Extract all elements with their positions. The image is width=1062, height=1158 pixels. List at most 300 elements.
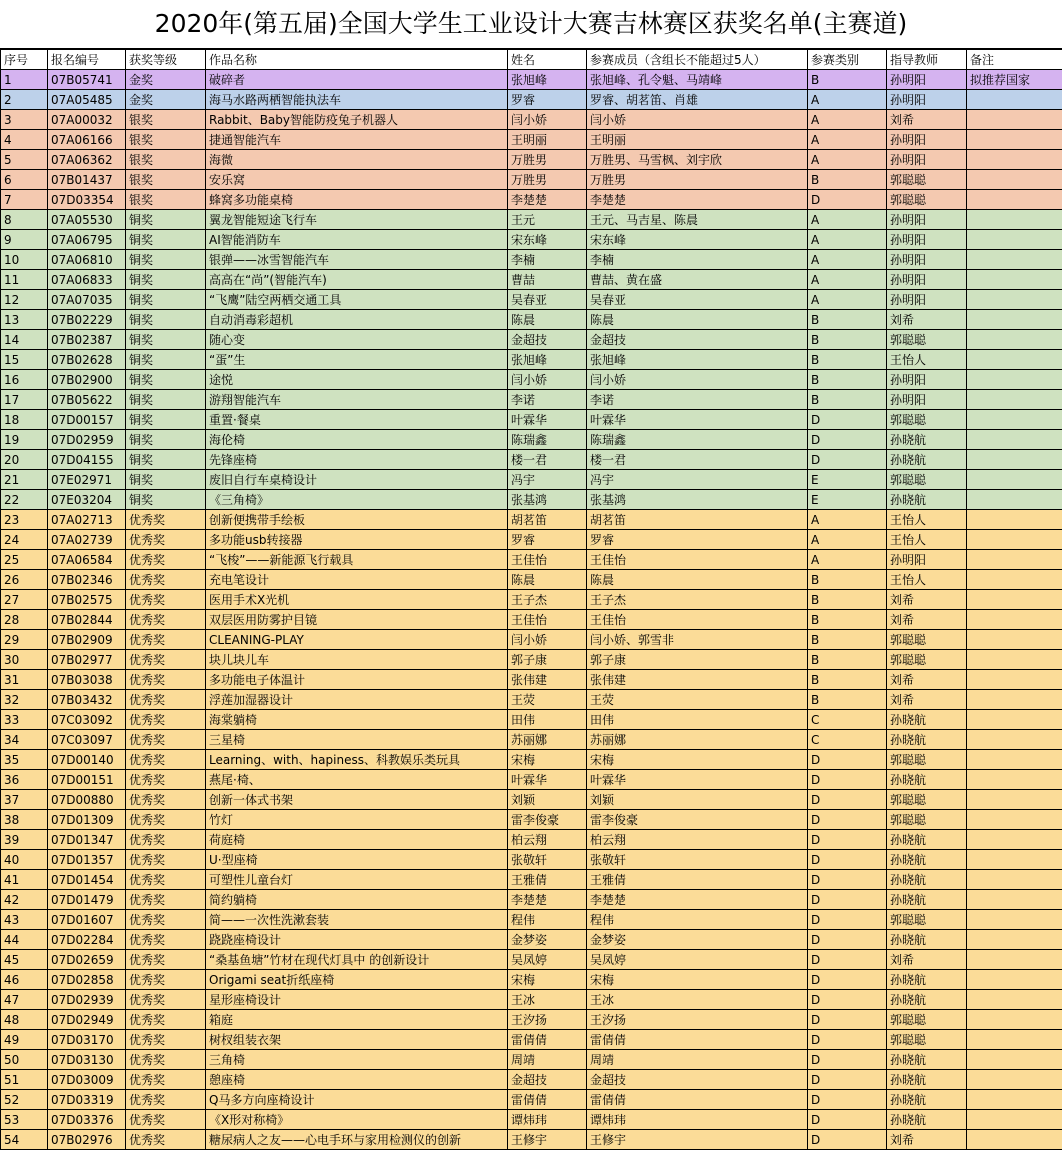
cell-index[interactable]: 37 xyxy=(1,790,48,810)
cell-advisor[interactable]: 孙明阳 xyxy=(887,290,967,310)
cell-remarks[interactable] xyxy=(967,330,1062,350)
cell-registration-no[interactable]: 07D00151 xyxy=(48,770,126,790)
cell-advisor[interactable]: 郭聪聪 xyxy=(887,190,967,210)
cell-award-level[interactable]: 铜奖 xyxy=(126,310,206,330)
cell-index[interactable]: 43 xyxy=(1,910,48,930)
cell-remarks[interactable] xyxy=(967,150,1062,170)
cell-members[interactable]: 胡茗笛 xyxy=(587,510,808,530)
cell-members[interactable]: 金梦姿 xyxy=(587,930,808,950)
cell-registration-no[interactable]: 07B02346 xyxy=(48,570,126,590)
cell-category[interactable]: D xyxy=(808,970,887,990)
cell-name[interactable]: 程伟 xyxy=(508,910,587,930)
cell-work-name[interactable]: 简约躺椅 xyxy=(206,890,508,910)
cell-remarks[interactable] xyxy=(967,1030,1062,1050)
cell-index[interactable]: 6 xyxy=(1,170,48,190)
cell-registration-no[interactable]: 07D03130 xyxy=(48,1050,126,1070)
cell-registration-no[interactable]: 07B02575 xyxy=(48,590,126,610)
cell-members[interactable]: 陈晨 xyxy=(587,310,808,330)
cell-category[interactable]: D xyxy=(808,810,887,830)
cell-index[interactable]: 3 xyxy=(1,110,48,130)
cell-remarks[interactable] xyxy=(967,910,1062,930)
cell-work-name[interactable]: 游翔智能汽车 xyxy=(206,390,508,410)
cell-work-name[interactable]: 破碎者 xyxy=(206,70,508,90)
cell-remarks[interactable] xyxy=(967,1010,1062,1030)
cell-advisor[interactable]: 孙晓航 xyxy=(887,1090,967,1110)
cell-members[interactable]: 柏云翔 xyxy=(587,830,808,850)
cell-index[interactable]: 13 xyxy=(1,310,48,330)
cell-registration-no[interactable]: 07C03092 xyxy=(48,710,126,730)
cell-members[interactable]: 金超技 xyxy=(587,330,808,350)
cell-name[interactable]: 罗睿 xyxy=(508,90,587,110)
cell-category[interactable]: B xyxy=(808,690,887,710)
cell-members[interactable]: 王雅倩 xyxy=(587,870,808,890)
cell-work-name[interactable]: 创新便携带手绘板 xyxy=(206,510,508,530)
cell-index[interactable]: 33 xyxy=(1,710,48,730)
cell-remarks[interactable] xyxy=(967,790,1062,810)
cell-remarks[interactable] xyxy=(967,990,1062,1010)
cell-registration-no[interactable]: 07A00032 xyxy=(48,110,126,130)
cell-remarks[interactable] xyxy=(967,930,1062,950)
cell-advisor[interactable]: 郭聪聪 xyxy=(887,650,967,670)
cell-registration-no[interactable]: 07D00140 xyxy=(48,750,126,770)
cell-award-level[interactable]: 优秀奖 xyxy=(126,570,206,590)
cell-category[interactable]: B xyxy=(808,310,887,330)
cell-members[interactable]: 陈晨 xyxy=(587,570,808,590)
cell-name[interactable]: 王雅倩 xyxy=(508,870,587,890)
cell-category[interactable]: C xyxy=(808,710,887,730)
cell-remarks[interactable] xyxy=(967,1070,1062,1090)
cell-work-name[interactable]: 废旧自行车桌椅设计 xyxy=(206,470,508,490)
cell-name[interactable]: 陈晨 xyxy=(508,310,587,330)
cell-award-level[interactable]: 铜奖 xyxy=(126,390,206,410)
cell-name[interactable]: 柏云翔 xyxy=(508,830,587,850)
cell-category[interactable]: D xyxy=(808,1030,887,1050)
cell-category[interactable]: A xyxy=(808,250,887,270)
cell-members[interactable]: 楼一君 xyxy=(587,450,808,470)
cell-work-name[interactable]: 箱庭 xyxy=(206,1010,508,1030)
cell-registration-no[interactable]: 07A07035 xyxy=(48,290,126,310)
cell-award-level[interactable]: 铜奖 xyxy=(126,470,206,490)
cell-members[interactable]: 冯宇 xyxy=(587,470,808,490)
cell-work-name[interactable]: 块儿块儿车 xyxy=(206,650,508,670)
cell-advisor[interactable]: 孙晓航 xyxy=(887,970,967,990)
cell-registration-no[interactable]: 07B02909 xyxy=(48,630,126,650)
cell-members[interactable]: 叶霖华 xyxy=(587,410,808,430)
cell-members[interactable]: 田伟 xyxy=(587,710,808,730)
cell-registration-no[interactable]: 07A05485 xyxy=(48,90,126,110)
cell-name[interactable]: 王汐扬 xyxy=(508,1010,587,1030)
cell-remarks[interactable] xyxy=(967,190,1062,210)
cell-members[interactable]: 李诺 xyxy=(587,390,808,410)
cell-members[interactable]: 李楚楚 xyxy=(587,890,808,910)
cell-advisor[interactable]: 孙明阳 xyxy=(887,70,967,90)
cell-advisor[interactable]: 王怡人 xyxy=(887,570,967,590)
cell-award-level[interactable]: 铜奖 xyxy=(126,330,206,350)
cell-registration-no[interactable]: 07D04155 xyxy=(48,450,126,470)
cell-work-name[interactable]: 海棠躺椅 xyxy=(206,710,508,730)
cell-advisor[interactable]: 孙明阳 xyxy=(887,150,967,170)
cell-work-name[interactable]: Origami seat折纸座椅 xyxy=(206,970,508,990)
cell-name[interactable]: 冯宇 xyxy=(508,470,587,490)
cell-index[interactable]: 48 xyxy=(1,1010,48,1030)
cell-category[interactable]: D xyxy=(808,1130,887,1150)
cell-name[interactable]: 雷倩倩 xyxy=(508,1090,587,1110)
cell-category[interactable]: A xyxy=(808,530,887,550)
cell-registration-no[interactable]: 07A06833 xyxy=(48,270,126,290)
cell-advisor[interactable]: 刘希 xyxy=(887,110,967,130)
cell-registration-no[interactable]: 07B02387 xyxy=(48,330,126,350)
cell-registration-no[interactable]: 07B05741 xyxy=(48,70,126,90)
cell-members[interactable]: 张基鸿 xyxy=(587,490,808,510)
cell-remarks[interactable] xyxy=(967,950,1062,970)
cell-work-name[interactable]: Learning、with、hapiness、科教娱乐类玩具 xyxy=(206,750,508,770)
cell-award-level[interactable]: 优秀奖 xyxy=(126,810,206,830)
cell-index[interactable]: 30 xyxy=(1,650,48,670)
cell-remarks[interactable] xyxy=(967,850,1062,870)
cell-name[interactable]: 王荧 xyxy=(508,690,587,710)
cell-advisor[interactable]: 刘希 xyxy=(887,610,967,630)
cell-members[interactable]: 张敬轩 xyxy=(587,850,808,870)
cell-index[interactable]: 27 xyxy=(1,590,48,610)
cell-remarks[interactable] xyxy=(967,770,1062,790)
cell-advisor[interactable]: 郭聪聪 xyxy=(887,910,967,930)
cell-work-name[interactable]: 自动消毒彩超机 xyxy=(206,310,508,330)
cell-award-level[interactable]: 银奖 xyxy=(126,150,206,170)
cell-members[interactable]: 罗睿、胡茗笛、肖雄 xyxy=(587,90,808,110)
cell-work-name[interactable]: 海马水路两栖智能执法车 xyxy=(206,90,508,110)
cell-remarks[interactable] xyxy=(967,810,1062,830)
cell-registration-no[interactable]: 07C03097 xyxy=(48,730,126,750)
cell-award-level[interactable]: 优秀奖 xyxy=(126,1130,206,1150)
cell-award-level[interactable]: 优秀奖 xyxy=(126,1110,206,1130)
cell-registration-no[interactable]: 07D00880 xyxy=(48,790,126,810)
cell-name[interactable]: 宋梅 xyxy=(508,970,587,990)
cell-name[interactable]: 李诺 xyxy=(508,390,587,410)
cell-advisor[interactable]: 刘希 xyxy=(887,670,967,690)
cell-name[interactable]: 王修宇 xyxy=(508,1130,587,1150)
cell-category[interactable]: D xyxy=(808,190,887,210)
cell-index[interactable]: 31 xyxy=(1,670,48,690)
header-cell-advisor[interactable]: 指导教师 xyxy=(887,50,967,70)
cell-work-name[interactable]: 医用手术X光机 xyxy=(206,590,508,610)
cell-registration-no[interactable]: 07A06810 xyxy=(48,250,126,270)
cell-work-name[interactable]: 随心变 xyxy=(206,330,508,350)
cell-category[interactable]: A xyxy=(808,150,887,170)
cell-category[interactable]: D xyxy=(808,1070,887,1090)
cell-category[interactable]: D xyxy=(808,850,887,870)
cell-category[interactable]: A xyxy=(808,110,887,130)
cell-award-level[interactable]: 优秀奖 xyxy=(126,990,206,1010)
cell-award-level[interactable]: 优秀奖 xyxy=(126,1090,206,1110)
cell-registration-no[interactable]: 07E03204 xyxy=(48,490,126,510)
cell-index[interactable]: 32 xyxy=(1,690,48,710)
cell-name[interactable]: 李楠 xyxy=(508,250,587,270)
cell-remarks[interactable] xyxy=(967,890,1062,910)
cell-advisor[interactable]: 孙明阳 xyxy=(887,550,967,570)
cell-registration-no[interactable]: 07D01309 xyxy=(48,810,126,830)
cell-remarks[interactable] xyxy=(967,570,1062,590)
cell-registration-no[interactable]: 07A06795 xyxy=(48,230,126,250)
cell-work-name[interactable]: 憩座椅 xyxy=(206,1070,508,1090)
cell-award-level[interactable]: 优秀奖 xyxy=(126,770,206,790)
cell-remarks[interactable] xyxy=(967,1050,1062,1070)
cell-award-level[interactable]: 优秀奖 xyxy=(126,630,206,650)
cell-work-name[interactable]: CLEANING-PLAY xyxy=(206,630,508,650)
cell-index[interactable]: 54 xyxy=(1,1130,48,1150)
cell-work-name[interactable]: 安乐窝 xyxy=(206,170,508,190)
cell-advisor[interactable]: 孙晓航 xyxy=(887,1070,967,1090)
cell-award-level[interactable]: 银奖 xyxy=(126,110,206,130)
cell-category[interactable]: D xyxy=(808,750,887,770)
cell-members[interactable]: 雷倩倩 xyxy=(587,1090,808,1110)
cell-remarks[interactable] xyxy=(967,90,1062,110)
cell-registration-no[interactable]: 07D02959 xyxy=(48,430,126,450)
cell-index[interactable]: 25 xyxy=(1,550,48,570)
cell-remarks[interactable] xyxy=(967,350,1062,370)
cell-category[interactable]: D xyxy=(808,790,887,810)
cell-category[interactable]: D xyxy=(808,930,887,950)
cell-category[interactable]: A xyxy=(808,550,887,570)
cell-award-level[interactable]: 优秀奖 xyxy=(126,790,206,810)
cell-registration-no[interactable]: 07B02976 xyxy=(48,1130,126,1150)
cell-award-level[interactable]: 银奖 xyxy=(126,170,206,190)
cell-name[interactable]: 吴凤婷 xyxy=(508,950,587,970)
cell-advisor[interactable]: 孙晓航 xyxy=(887,490,967,510)
cell-index[interactable]: 19 xyxy=(1,430,48,450)
cell-category[interactable]: D xyxy=(808,450,887,470)
cell-work-name[interactable]: 浮莲加湿器设计 xyxy=(206,690,508,710)
cell-remarks[interactable] xyxy=(967,670,1062,690)
cell-members[interactable]: 苏丽娜 xyxy=(587,730,808,750)
cell-name[interactable]: 罗睿 xyxy=(508,530,587,550)
cell-index[interactable]: 4 xyxy=(1,130,48,150)
cell-members[interactable]: 陈瑞鑫 xyxy=(587,430,808,450)
cell-members[interactable]: 王子杰 xyxy=(587,590,808,610)
cell-index[interactable]: 34 xyxy=(1,730,48,750)
cell-category[interactable]: A xyxy=(808,510,887,530)
cell-advisor[interactable]: 孙明阳 xyxy=(887,210,967,230)
cell-work-name[interactable]: 糖尿病人之友——心电手环与家用检测仪的创新 xyxy=(206,1130,508,1150)
cell-members[interactable]: 吴凤婷 xyxy=(587,950,808,970)
cell-advisor[interactable]: 王怡人 xyxy=(887,530,967,550)
cell-remarks[interactable] xyxy=(967,1090,1062,1110)
cell-index[interactable]: 23 xyxy=(1,510,48,530)
cell-advisor[interactable]: 孙晓航 xyxy=(887,710,967,730)
cell-members[interactable]: 宋梅 xyxy=(587,750,808,770)
cell-name[interactable]: 雷倩倩 xyxy=(508,1030,587,1050)
cell-registration-no[interactable]: 07D01607 xyxy=(48,910,126,930)
cell-category[interactable]: B xyxy=(808,350,887,370)
cell-name[interactable]: 楼一君 xyxy=(508,450,587,470)
cell-members[interactable]: 吴春亚 xyxy=(587,290,808,310)
cell-name[interactable]: 曹喆 xyxy=(508,270,587,290)
cell-remarks[interactable] xyxy=(967,130,1062,150)
cell-work-name[interactable]: “蛋”生 xyxy=(206,350,508,370)
cell-work-name[interactable]: 重置·餐桌 xyxy=(206,410,508,430)
cell-advisor[interactable]: 郭聪聪 xyxy=(887,330,967,350)
cell-category[interactable]: B xyxy=(808,650,887,670)
cell-category[interactable]: D xyxy=(808,990,887,1010)
header-cell-remarks[interactable]: 备注 xyxy=(967,50,1062,70)
cell-index[interactable]: 44 xyxy=(1,930,48,950)
cell-advisor[interactable]: 刘希 xyxy=(887,310,967,330)
cell-remarks[interactable] xyxy=(967,650,1062,670)
cell-award-level[interactable]: 铜奖 xyxy=(126,270,206,290)
cell-index[interactable]: 24 xyxy=(1,530,48,550)
cell-advisor[interactable]: 孙明阳 xyxy=(887,130,967,150)
cell-registration-no[interactable]: 07B02900 xyxy=(48,370,126,390)
cell-name[interactable]: 宋东峰 xyxy=(508,230,587,250)
cell-category[interactable]: A xyxy=(808,90,887,110)
cell-index[interactable]: 39 xyxy=(1,830,48,850)
cell-category[interactable]: D xyxy=(808,1110,887,1130)
cell-category[interactable]: D xyxy=(808,890,887,910)
cell-award-level[interactable]: 金奖 xyxy=(126,90,206,110)
cell-registration-no[interactable]: 07B02844 xyxy=(48,610,126,630)
cell-remarks[interactable] xyxy=(967,370,1062,390)
cell-members[interactable]: 谭炜玮 xyxy=(587,1110,808,1130)
cell-award-level[interactable]: 铜奖 xyxy=(126,410,206,430)
cell-award-level[interactable]: 优秀奖 xyxy=(126,590,206,610)
cell-registration-no[interactable]: 07D01454 xyxy=(48,870,126,890)
cell-registration-no[interactable]: 07E02971 xyxy=(48,470,126,490)
cell-remarks[interactable] xyxy=(967,750,1062,770)
cell-work-name[interactable]: 双层医用防雾护目镜 xyxy=(206,610,508,630)
cell-registration-no[interactable]: 07D02949 xyxy=(48,1010,126,1030)
cell-award-level[interactable]: 优秀奖 xyxy=(126,850,206,870)
header-cell-work-name[interactable]: 作品名称 xyxy=(206,50,508,70)
cell-index[interactable]: 16 xyxy=(1,370,48,390)
cell-remarks[interactable] xyxy=(967,1130,1062,1150)
cell-category[interactable]: A xyxy=(808,130,887,150)
header-cell-category[interactable]: 参赛类别 xyxy=(808,50,887,70)
cell-advisor[interactable]: 孙明阳 xyxy=(887,90,967,110)
cell-award-level[interactable]: 优秀奖 xyxy=(126,890,206,910)
cell-registration-no[interactable]: 07A02713 xyxy=(48,510,126,530)
cell-registration-no[interactable]: 07B02229 xyxy=(48,310,126,330)
header-cell-name[interactable]: 姓名 xyxy=(508,50,587,70)
cell-members[interactable]: 雷李俊豪 xyxy=(587,810,808,830)
cell-advisor[interactable]: 孙晓航 xyxy=(887,930,967,950)
cell-name[interactable]: 雷李俊豪 xyxy=(508,810,587,830)
cell-work-name[interactable]: “桑基鱼塘”竹材在现代灯具中 的创新设计 xyxy=(206,950,508,970)
cell-category[interactable]: D xyxy=(808,830,887,850)
cell-index[interactable]: 14 xyxy=(1,330,48,350)
cell-work-name[interactable]: 高高在“尚”(智能汽车) xyxy=(206,270,508,290)
cell-advisor[interactable]: 刘希 xyxy=(887,950,967,970)
cell-category[interactable]: B xyxy=(808,370,887,390)
cell-advisor[interactable]: 孙晓航 xyxy=(887,870,967,890)
cell-registration-no[interactable]: 07B02628 xyxy=(48,350,126,370)
cell-members[interactable]: 雷倩倩 xyxy=(587,1030,808,1050)
cell-work-name[interactable]: 多功能电子体温计 xyxy=(206,670,508,690)
cell-index[interactable]: 52 xyxy=(1,1090,48,1110)
cell-index[interactable]: 36 xyxy=(1,770,48,790)
cell-members[interactable]: 闫小娇 xyxy=(587,370,808,390)
cell-award-level[interactable]: 铜奖 xyxy=(126,250,206,270)
header-cell-award-level[interactable]: 获奖等级 xyxy=(126,50,206,70)
cell-name[interactable]: 王子杰 xyxy=(508,590,587,610)
cell-category[interactable]: A xyxy=(808,270,887,290)
cell-index[interactable]: 51 xyxy=(1,1070,48,1090)
cell-category[interactable]: D xyxy=(808,1010,887,1030)
cell-work-name[interactable]: 可塑性儿童台灯 xyxy=(206,870,508,890)
cell-remarks[interactable] xyxy=(967,110,1062,130)
cell-name[interactable]: 万胜男 xyxy=(508,150,587,170)
cell-advisor[interactable]: 孙明阳 xyxy=(887,230,967,250)
cell-remarks[interactable] xyxy=(967,490,1062,510)
cell-name[interactable]: 叶霖华 xyxy=(508,410,587,430)
cell-category[interactable]: B xyxy=(808,390,887,410)
cell-remarks[interactable] xyxy=(967,550,1062,570)
cell-remarks[interactable] xyxy=(967,610,1062,630)
cell-registration-no[interactable]: 07B01437 xyxy=(48,170,126,190)
cell-members[interactable]: 王修宇 xyxy=(587,1130,808,1150)
cell-award-level[interactable]: 铜奖 xyxy=(126,210,206,230)
cell-index[interactable]: 1 xyxy=(1,70,48,90)
cell-members[interactable]: 闫小娇 xyxy=(587,110,808,130)
cell-award-level[interactable]: 铜奖 xyxy=(126,370,206,390)
cell-name[interactable]: 闫小娇 xyxy=(508,630,587,650)
cell-name[interactable]: 王明丽 xyxy=(508,130,587,150)
cell-name[interactable]: 王佳怡 xyxy=(508,550,587,570)
cell-name[interactable]: 陈晨 xyxy=(508,570,587,590)
cell-members[interactable]: 金超技 xyxy=(587,1070,808,1090)
cell-remarks[interactable] xyxy=(967,250,1062,270)
cell-advisor[interactable]: 郭聪聪 xyxy=(887,750,967,770)
cell-registration-no[interactable]: 07D03319 xyxy=(48,1090,126,1110)
cell-members[interactable]: 王明丽 xyxy=(587,130,808,150)
cell-members[interactable]: 刘颖 xyxy=(587,790,808,810)
cell-registration-no[interactable]: 07B05622 xyxy=(48,390,126,410)
cell-award-level[interactable]: 优秀奖 xyxy=(126,1050,206,1070)
cell-index[interactable]: 2 xyxy=(1,90,48,110)
cell-name[interactable]: 周靖 xyxy=(508,1050,587,1070)
cell-registration-no[interactable]: 07A05530 xyxy=(48,210,126,230)
cell-members[interactable]: 宋东峰 xyxy=(587,230,808,250)
cell-index[interactable]: 18 xyxy=(1,410,48,430)
cell-members[interactable]: 李楠 xyxy=(587,250,808,270)
cell-advisor[interactable]: 郭聪聪 xyxy=(887,790,967,810)
cell-members[interactable]: 郭子康 xyxy=(587,650,808,670)
cell-advisor[interactable]: 郭聪聪 xyxy=(887,1030,967,1050)
cell-name[interactable]: 闫小娇 xyxy=(508,370,587,390)
cell-award-level[interactable]: 优秀奖 xyxy=(126,650,206,670)
cell-index[interactable]: 22 xyxy=(1,490,48,510)
cell-registration-no[interactable]: 07D02858 xyxy=(48,970,126,990)
cell-award-level[interactable]: 优秀奖 xyxy=(126,1070,206,1090)
cell-advisor[interactable]: 孙晓航 xyxy=(887,890,967,910)
cell-category[interactable]: C xyxy=(808,730,887,750)
cell-name[interactable]: 王佳怡 xyxy=(508,610,587,630)
cell-registration-no[interactable]: 07A06584 xyxy=(48,550,126,570)
cell-remarks[interactable] xyxy=(967,430,1062,450)
cell-work-name[interactable]: 蜂窝多功能桌椅 xyxy=(206,190,508,210)
cell-members[interactable]: 李楚楚 xyxy=(587,190,808,210)
cell-index[interactable]: 45 xyxy=(1,950,48,970)
cell-members[interactable]: 王佳怡 xyxy=(587,550,808,570)
cell-registration-no[interactable]: 07D01357 xyxy=(48,850,126,870)
cell-index[interactable]: 40 xyxy=(1,850,48,870)
cell-name[interactable]: 叶霖华 xyxy=(508,770,587,790)
cell-advisor[interactable]: 郭聪聪 xyxy=(887,810,967,830)
cell-registration-no[interactable]: 07B03038 xyxy=(48,670,126,690)
cell-members[interactable]: 万胜男 xyxy=(587,170,808,190)
cell-remarks[interactable] xyxy=(967,730,1062,750)
cell-index[interactable]: 49 xyxy=(1,1030,48,1050)
cell-category[interactable]: E xyxy=(808,470,887,490)
cell-name[interactable]: 王元 xyxy=(508,210,587,230)
